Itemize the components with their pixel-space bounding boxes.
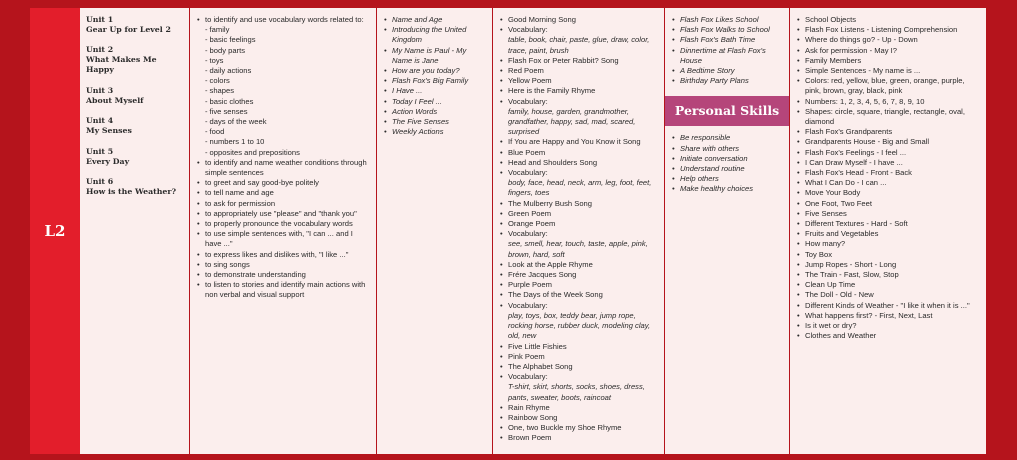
- story-item: • Flash Fox Walks to School: [671, 25, 783, 35]
- objective-text: to listen to stories and identify main actions with non verbal and visual support: [205, 280, 366, 300]
- dash-marker: -: [205, 35, 208, 45]
- song-item: [499, 423, 658, 433]
- unit-title: Every Day: [86, 156, 130, 166]
- topic-item: • Introducing the United Kingdom: [383, 25, 486, 45]
- unit-number: Unit 4: [86, 116, 114, 126]
- objective-text: days of the week: [209, 117, 267, 127]
- objective-subitem: [196, 148, 370, 158]
- personal-skill-item: • Share with others: [671, 144, 783, 154]
- song-text: One, two Buckle my Shoe Rhyme: [508, 423, 622, 433]
- objective-subitem: [196, 66, 370, 76]
- activities-column: [789, 8, 986, 454]
- objective-text: daily actions: [209, 66, 252, 76]
- objective-text: to ask for permission: [205, 198, 276, 208]
- dash-marker: -: [205, 106, 208, 116]
- unit-entry: [86, 15, 183, 35]
- activity-item: • Flash Fox Listens - Listening Comprehension: [796, 25, 980, 35]
- song-item: [499, 66, 658, 76]
- unit-title: About Myself: [86, 95, 144, 105]
- topic-item: • Today I Feel ...: [383, 97, 486, 107]
- song-item: [499, 158, 658, 168]
- objective-text: five senses: [209, 106, 248, 116]
- personal-skill-item: • Understand routine: [671, 164, 783, 174]
- activity-item: • Is it wet or dry?: [796, 321, 980, 331]
- vocabulary-words: body, face, head, neck, arm, leg, foot, feet, fingers, toes: [508, 178, 652, 198]
- song-item: [499, 270, 658, 280]
- unit-entry: [86, 116, 183, 136]
- vocabulary-words: play, toys, box, teddy bear, jump rope, rocking horse, rubber duck, modeling clay, old, new: [508, 310, 651, 341]
- song-item: [499, 168, 658, 199]
- dash-marker: -: [205, 66, 208, 76]
- song-text: Blue Poem: [508, 147, 546, 157]
- song-item: [499, 280, 658, 290]
- song-item: [499, 342, 658, 352]
- objective-item: [196, 219, 370, 229]
- song-text: Purple Poem: [508, 280, 552, 290]
- dash-marker: -: [205, 86, 208, 96]
- objective-text: to express likes and dislikes with, "I like ...": [205, 249, 349, 259]
- song-text: Green Poem: [508, 208, 552, 218]
- activity-item: • Clean Up Time: [796, 280, 980, 290]
- objective-text: numbers 1 to 10: [209, 137, 265, 147]
- song-text: Vocabulary:: [508, 96, 548, 106]
- story-item: • Flash Fox Likes School: [671, 15, 783, 25]
- curriculum-table: [80, 8, 986, 454]
- story-item: • Flash Fox's Bath Time: [671, 35, 783, 45]
- dash-marker: -: [205, 76, 208, 86]
- activity-item: • Flash Fox's Grandparents: [796, 127, 980, 137]
- objective-item: [196, 209, 370, 219]
- unit-number: Unit 2: [86, 45, 114, 55]
- song-item: [499, 137, 658, 147]
- song-item: [499, 229, 658, 260]
- vocabulary-words: T-shirt, skirt, shorts, socks, shoes, dress, pants, sweater, boots, raincoat: [508, 382, 645, 402]
- unit-number: Unit 5: [86, 146, 114, 156]
- song-text: Vocabulary:: [508, 229, 548, 239]
- objective-subitem: [196, 127, 370, 137]
- dash-marker: -: [205, 45, 208, 55]
- objective-text: to use simple sentences with, "I can ... and I have ...": [205, 229, 353, 249]
- song-text: The Alphabet Song: [508, 361, 573, 371]
- activity-item: • Grandparents House - Big and Small: [796, 137, 980, 147]
- song-text: Yellow Poem: [508, 76, 552, 86]
- activity-item: • The Doll - Old - New: [796, 290, 980, 300]
- stories-column: [664, 8, 789, 454]
- unit-title: What Makes Me Happy: [86, 55, 157, 75]
- song-text: Good Morning Song: [508, 15, 576, 24]
- dash-marker: -: [205, 127, 208, 137]
- dash-marker: -: [205, 147, 208, 157]
- activity-item: • What happens first? - First, Next, Last: [796, 311, 980, 321]
- song-text: The Mulberry Bush Song: [508, 198, 592, 208]
- unit-title: How is the Weather?: [86, 186, 177, 196]
- topic-item: • My Name is Paul - My Name is Jane: [383, 46, 486, 66]
- story-item: • A Bedtime Story: [671, 66, 783, 76]
- objective-item: [196, 260, 370, 270]
- songs-list: [499, 15, 658, 444]
- personal-skills-title: Personal Skills: [674, 103, 780, 119]
- song-item: [499, 352, 658, 362]
- song-item: [499, 86, 658, 96]
- activity-item: • One Foot, Two Feet: [796, 199, 980, 209]
- topic-item: • Name and Age: [383, 15, 486, 25]
- objective-item: [196, 188, 370, 198]
- unit-number: Unit 3: [86, 85, 114, 95]
- unit-entry: [86, 177, 183, 197]
- objective-text: colors: [209, 76, 230, 86]
- song-item: [499, 97, 658, 138]
- song-item: [499, 199, 658, 209]
- song-text: Vocabulary:: [508, 300, 548, 310]
- stories-list: [671, 15, 783, 86]
- objective-text: toys: [209, 55, 224, 65]
- dash-marker: -: [205, 96, 208, 106]
- personal-skills-list: [671, 133, 783, 194]
- song-item: [499, 219, 658, 229]
- song-item: [499, 372, 658, 403]
- activity-item: • I Can Draw Myself - I have ...: [796, 158, 980, 168]
- topic-item: • Weekly Actions: [383, 127, 486, 137]
- objective-subitem: [196, 46, 370, 56]
- activity-item: • School Objects: [796, 15, 980, 25]
- objective-subitem: [196, 76, 370, 86]
- objective-item: [196, 250, 370, 260]
- objective-text: to tell name and age: [205, 188, 274, 198]
- song-item: [499, 301, 658, 342]
- objective-subitem: [196, 107, 370, 117]
- personal-skills-header: [665, 96, 789, 126]
- unit-title: My Senses: [86, 126, 132, 136]
- song-item: [499, 403, 658, 413]
- objective-item: [196, 15, 370, 25]
- song-item: [499, 290, 658, 300]
- objective-text: body parts: [209, 45, 245, 55]
- song-text: If You are Happy and You Know it Song: [508, 137, 641, 147]
- topics-list: [383, 15, 486, 137]
- vocabulary-words: family, house, garden, grandmother, grandfather, happy, sad, mad, scared, surprised: [508, 106, 636, 137]
- activity-item: • Different Kinds of Weather - "I like it when it is ...": [796, 301, 980, 311]
- activity-item: • The Train - Fast, Slow, Stop: [796, 270, 980, 280]
- unit-number: Unit 1: [86, 15, 114, 24]
- activity-item: • Colors: red, yellow, blue, green, orange, purple, pink, brown, gray, black, pink: [796, 76, 980, 96]
- song-item: [499, 76, 658, 86]
- objective-item: [196, 270, 370, 280]
- topic-item: • Flash Fox's Big Family: [383, 76, 486, 86]
- song-text: Vocabulary:: [508, 25, 548, 35]
- objective-text: to identify and name weather conditions through simple sentences: [205, 157, 367, 178]
- dash-marker: -: [205, 117, 208, 127]
- objective-text: food: [209, 127, 225, 137]
- activity-item: • Shapes: circle, square, triangle, rectangle, oval, diamond: [796, 107, 980, 127]
- dash-marker: -: [205, 55, 208, 65]
- personal-skill-item: • Make healthy choices: [671, 184, 783, 194]
- song-text: Brown Poem: [508, 433, 552, 443]
- objective-item: [196, 199, 370, 209]
- objectives-list: [196, 15, 370, 301]
- objective-subitem: [196, 56, 370, 66]
- song-item: [499, 362, 658, 372]
- objective-text: basic clothes: [209, 96, 254, 106]
- song-text: Rainbow Song: [508, 412, 558, 422]
- activity-item: • Flash Fox's Head - Front - Back: [796, 168, 980, 178]
- topic-item: • The Five Senses: [383, 117, 486, 127]
- activity-item: • Five Senses: [796, 209, 980, 219]
- song-text: Red Poem: [508, 66, 544, 76]
- activity-item: • Different Textures - Hard - Soft: [796, 219, 980, 229]
- song-item: [499, 15, 658, 25]
- song-text: Head and Shoulders Song: [508, 157, 598, 167]
- objective-text: family: [209, 25, 230, 35]
- song-text: Five Little Fishies: [508, 341, 567, 351]
- objective-subitem: [196, 137, 370, 147]
- song-item: [499, 413, 658, 423]
- topics-column: [376, 8, 492, 454]
- activity-item: • What I Can Do - I can ...: [796, 178, 980, 188]
- objective-text: to sing songs: [205, 259, 250, 269]
- unit-number: Unit 6: [86, 176, 114, 186]
- objectives-column: [189, 8, 376, 454]
- unit-entry: [86, 86, 183, 106]
- dash-marker: -: [205, 137, 208, 147]
- dash-marker: -: [205, 25, 208, 35]
- objective-subitem: [196, 35, 370, 45]
- activity-item: • Clothes and Weather: [796, 331, 980, 341]
- songs-column: [492, 8, 664, 454]
- objective-subitem: [196, 97, 370, 107]
- activity-item: • Ask for permission - May I?: [796, 46, 980, 56]
- topic-item: • Action Words: [383, 107, 486, 117]
- objective-item: [196, 229, 370, 249]
- level-label: [30, 8, 80, 454]
- song-item: [499, 260, 658, 270]
- objective-text: to greet and say good-bye politely: [205, 178, 319, 188]
- song-text: The Days of the Week Song: [508, 290, 603, 300]
- song-item: [499, 209, 658, 219]
- objective-item: [196, 178, 370, 188]
- objective-subitem: [196, 25, 370, 35]
- personal-skill-item: • Be responsible: [671, 133, 783, 143]
- objective-text: to demonstrate understanding: [205, 270, 306, 280]
- song-item: [499, 148, 658, 158]
- personal-skill-item: • Initiate conversation: [671, 154, 783, 164]
- story-item: • Dinnertime at Flash Fox's House: [671, 46, 783, 66]
- activities-list: [796, 15, 980, 342]
- song-text: Rain Rhyme: [508, 402, 550, 412]
- vocabulary-words: see, smell, hear, touch, taste, apple, pink, brown, hard, soft: [508, 239, 648, 259]
- objective-text: basic feelings: [209, 35, 256, 45]
- unit-title: Gear Up for Level 2: [86, 25, 171, 34]
- level-text: L2: [44, 222, 66, 240]
- activity-item: • Where do things go? - Up - Down: [796, 35, 980, 45]
- song-item: [499, 56, 658, 66]
- personal-skill-item: • Help others: [671, 174, 783, 184]
- objective-item: [196, 158, 370, 178]
- objective-subitem: [196, 117, 370, 127]
- topic-item: • How are you today?: [383, 66, 486, 76]
- story-item: • Birthday Party Plans: [671, 76, 783, 86]
- unit-entry: [86, 45, 183, 75]
- objective-item: [196, 280, 370, 300]
- unit-entry: [86, 147, 183, 167]
- activity-item: • Numbers: 1, 2, 3, 4, 5, 6, 7, 8, 9, 10: [796, 97, 980, 107]
- activity-item: • Flash Fox's Feelings - I feel ...: [796, 148, 980, 158]
- objective-text: to identify and use vocabulary words related to:: [205, 15, 364, 24]
- activity-item: • Simple Sentences - My name is ...: [796, 66, 980, 76]
- song-text: Pink Poem: [508, 351, 545, 361]
- song-text: Orange Poem: [508, 219, 556, 229]
- objective-text: shapes: [209, 86, 235, 96]
- song-item: [499, 433, 658, 443]
- song-text: Look at the Apple Rhyme: [508, 259, 593, 269]
- song-text: Flash Fox or Peter Rabbit? Song: [508, 55, 619, 65]
- activity-item: • Jump Ropes - Short - Long: [796, 260, 980, 270]
- units-column: [80, 8, 189, 454]
- topic-item: • I Have ...: [383, 86, 486, 96]
- song-text: Vocabulary:: [508, 372, 548, 382]
- objective-text: to properly pronounce the vocabulary words: [205, 219, 353, 229]
- song-text: Frére Jacques Song: [508, 270, 577, 280]
- song-text: Vocabulary:: [508, 168, 548, 178]
- objective-subitem: [196, 86, 370, 96]
- vocabulary-words: table, book, chair, paste, glue, draw, color, trace, paint, brush: [508, 35, 650, 55]
- song-text: Here is the Family Rhyme: [508, 86, 596, 96]
- objective-text: to appropriately use "please" and "thank you": [205, 208, 357, 218]
- activity-item: • Move Your Body: [796, 188, 980, 198]
- objective-text: opposites and prepositions: [209, 147, 300, 157]
- activity-item: • How many?: [796, 239, 980, 249]
- activity-item: • Fruits and Vegetables: [796, 229, 980, 239]
- song-item: [499, 25, 658, 56]
- activity-item: • Toy Box: [796, 250, 980, 260]
- activity-item: • Family Members: [796, 56, 980, 66]
